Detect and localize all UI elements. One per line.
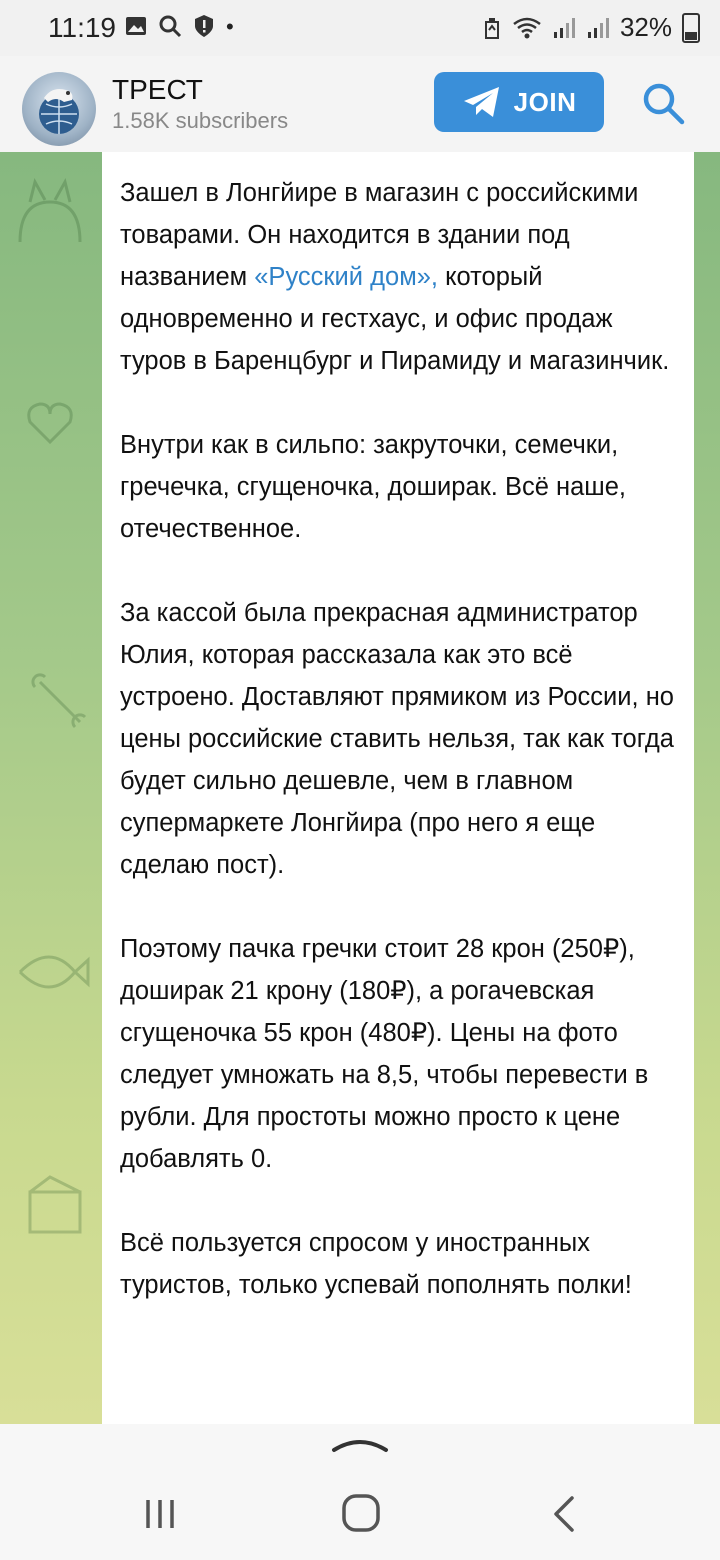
message-bubble[interactable] xyxy=(102,152,694,1424)
message-paragraph: Поэтому пачка гречки стоит 28 крон (250₽), доширак 21 крону (180₽), а рогачевская сгущеночка 55 крон (480₽). Цены на фото следует умножать на 8,5, чтобы перевести в рубли. Для простоты можно просто к цене добавлять 0. xyxy=(120,935,649,1173)
heart-doodle-icon xyxy=(20,392,80,452)
chevron-up-icon[interactable] xyxy=(330,1432,390,1456)
signal-icon-2 xyxy=(586,16,610,40)
message-paragraph: Всё пользуется спросом у иностранных туристов, только успевай пополнять полки! xyxy=(120,1229,632,1299)
channel-name: ТРЕСТ xyxy=(112,74,203,105)
search-icon[interactable] xyxy=(640,80,686,126)
bottom-panel xyxy=(0,1424,720,1560)
battery-percent: 32% xyxy=(619,12,672,42)
battery-icon xyxy=(682,13,700,43)
recycle-icon xyxy=(482,16,502,40)
box-doodle-icon xyxy=(20,1172,90,1242)
chat-background xyxy=(0,152,720,1424)
status-bar xyxy=(0,0,720,56)
message-text xyxy=(120,172,680,1348)
status-dot: • xyxy=(226,14,234,39)
bone-doodle-icon xyxy=(30,672,90,732)
channel-header[interactable] xyxy=(0,56,720,153)
telegram-plane-icon xyxy=(462,84,502,120)
channel-avatar[interactable] xyxy=(22,72,96,146)
back-icon[interactable] xyxy=(548,1494,578,1534)
subscriber-count: 1.58K subscribers xyxy=(112,108,289,133)
join-label: JOIN xyxy=(513,86,577,117)
wifi-icon xyxy=(512,16,542,40)
fish-doodle-icon xyxy=(10,932,90,1012)
message-paragraph: За кассой была прекрасная администратор Юлия, которая рассказала как это всё устроено. Доставляют прямиком из России, но цены российские ставить нельзя, так как тогда будет сильно дешевле, чем в главном супермаркете Лонгйира (про него я еще сделаю пост). xyxy=(120,599,674,879)
status-icons-left xyxy=(124,14,216,38)
search-icon xyxy=(158,14,182,38)
shield-alert-icon xyxy=(192,14,216,38)
signal-icon xyxy=(552,16,576,40)
recents-icon[interactable] xyxy=(140,1494,180,1534)
cat-doodle-icon xyxy=(10,172,90,252)
status-icons-right xyxy=(482,12,700,43)
join-button[interactable] xyxy=(434,72,604,132)
status-time: 11:19 xyxy=(48,12,116,43)
gallery-icon xyxy=(124,14,148,38)
message-paragraph: Зашел в Лонгйире в магазин с российскими товарами. Он находится в здании под названием «Русский дом», который одновременно и гестхаус, и офис продаж туров в Баренцбург и Пирамиду и магазинчик. xyxy=(120,179,670,375)
home-icon[interactable] xyxy=(340,1492,382,1534)
message-paragraph: Внутри как в сильпо: закруточки, семечки, гречечка, сгущеночка, доширак. Всё наше, отечественное. xyxy=(120,431,626,543)
russian-house-link[interactable]: «Русский дом», xyxy=(254,263,438,291)
